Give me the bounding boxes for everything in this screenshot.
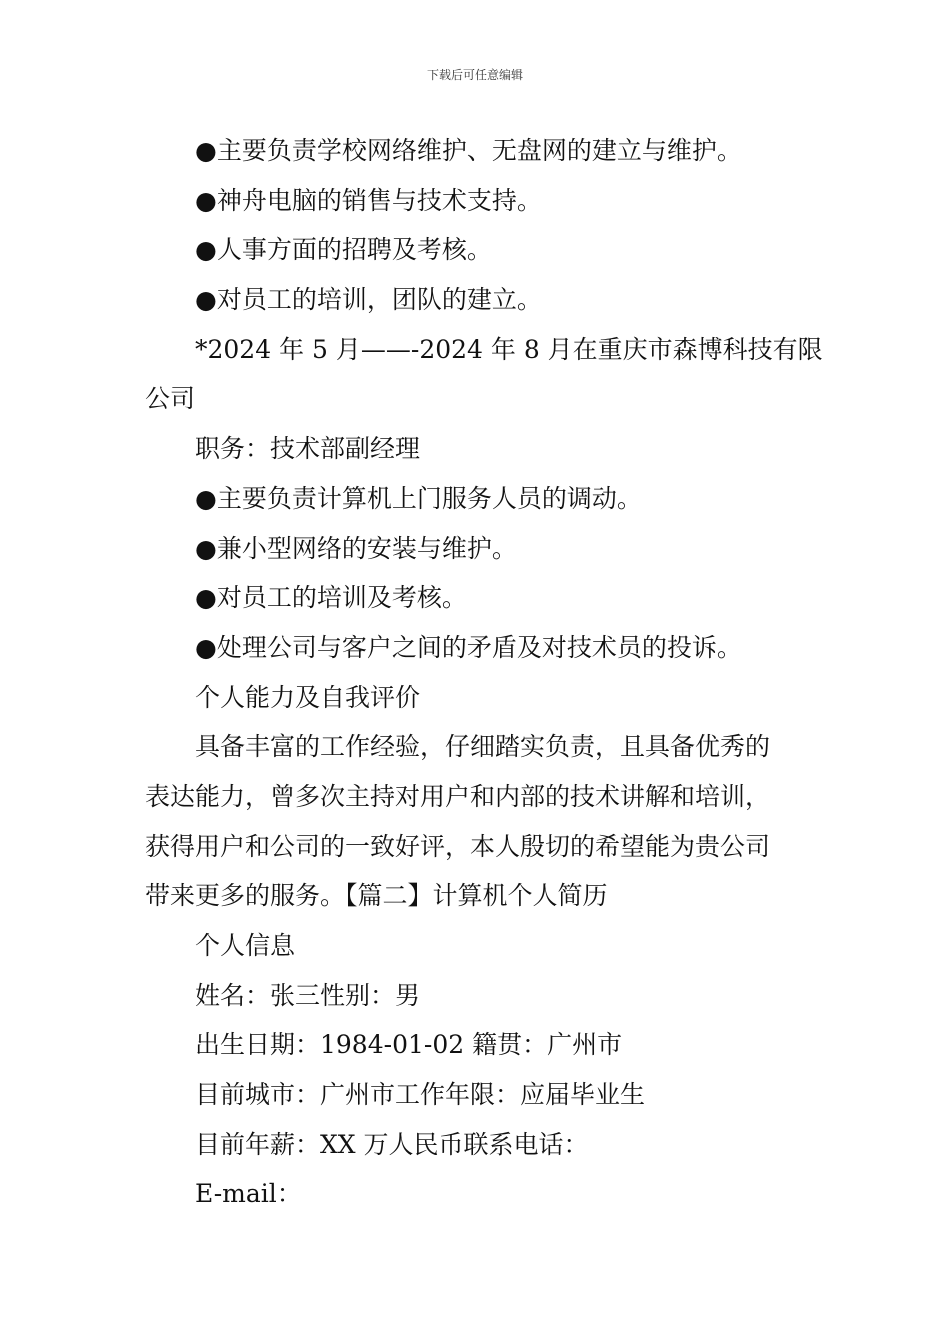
info-name-gender: 姓名：张三性别：男 [195,980,421,1010]
section-heading-self-evaluation: 个人能力及自我评价 [195,682,421,712]
duty-bullet-small-network: ●兼小型网络的安装与维护。 [195,533,517,563]
duty-bullet-dispatch: ●主要负责计算机上门服务人员的调动。 [195,483,642,513]
duty-bullet-training: ●对员工的培训，团队的建立。 [195,285,542,315]
duty-bullet-staff-training: ●对员工的培训及考核。 [195,583,467,613]
job-period-line-cont: 公司 [145,384,196,414]
paragraph-line: 表达能力，曾多次主持对用户和内部的技术讲解和培训， [145,781,771,811]
section-heading-personal-info: 个人信息 [195,931,296,960]
duty-bullet-sales: ●神舟电脑的销售与技术支持。 [195,185,542,215]
job-title-line: 职务：技术部副经理 [195,434,421,464]
document-body [145,126,823,1219]
paragraph-line: 具备丰富的工作经验，仔细踏实负责，且具备优秀的 [195,732,771,762]
page-header: 下载后可任意编辑 [426,68,523,82]
duty-bullet-network: ●主要负责学校网络维护、无盘网的建立与维护。 [195,136,742,165]
info-salary-phone: 目前年薪：XX 万人民币联系电话： [195,1129,589,1159]
info-birth-origin: 出生日期：1984-01-02 籍贯：广州市 [195,1030,623,1060]
info-email: E-mail： [195,1179,302,1209]
paragraph-line: 带来更多的服务。【篇二】计算机个人简历 [145,881,608,911]
info-city-experience: 目前城市：广州市工作年限：应届毕业生 [195,1080,646,1110]
paragraph-line: 获得用户和公司的一致好评，本人殷切的希望能为贵公司 [145,831,771,861]
duty-bullet-complaints: ●处理公司与客户之间的矛盾及对技术员的投诉。 [195,632,742,662]
duty-bullet-hr: ●人事方面的招聘及考核。 [195,235,492,265]
job-period-line: *2024 年 5 月——-2024 年 8 月在重庆市森博科技有限 [195,334,823,364]
